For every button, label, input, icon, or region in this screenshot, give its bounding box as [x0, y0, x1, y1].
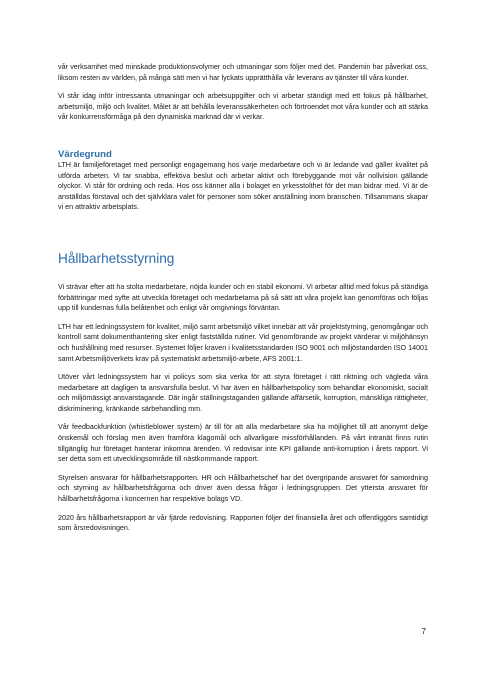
- hallbarhet-paragraph-4: Vår feedbackfunktion (whistleblower system) är till för att alla medarbetare ska ha möjlighet till att anonymt delge önskemål och förslag men även framföra klagomål och allvarligare missförhållanden. På vårt intranät finns rutin tillgänglig hur företaget hanterar inkomna ärenden. Vi redovisar inte KPI gällande anti-korruption i årets rapport. Vi ser detta som ett utvecklingsområde till nästkommande rapport.: [58, 423, 428, 464]
- hallbarhet-paragraph-6: 2020 års hållbarhetsrapport är vår fjärde redovisning. Rapporten följer det finansiella året och offentliggörs samtidigt som årsredovisningen.: [58, 513, 428, 533]
- intro-paragraph-1: vår verksamhet med minskade produktionsvolymer och utmaningar som följer med det. Pandemin har påverkat oss, liksom resten av världen, på många sätt men vi har lyckats upprätthålla vår leverans av tjänster till våra kunder.: [58, 63, 428, 82]
- page-content: [58, 62, 428, 534]
- hallbarhet-paragraph-2: LTH har ett ledningssystem för kvalitet, miljö samt arbetsmiljö vilket innebär att vår projektstyrning, genomgångar och kontroll samt dokumenthantering sker enligt fastställda rutiner. Vid genomförande av projekt värderar vi miljöhänsyn och hushållning med resurser. Systemet följer kraven i kvalitetsstandarden ISO 9001 och miljöstandarden ISO 14001 samt Arbetsmiljöverkets krav på systematiskt arbetsmiljö-arbete, AFS 2001:1.: [58, 322, 428, 363]
- intro-paragraph-2: Vi står idag inför intressanta utmaningar och arbetsuppgifter och vi arbetar ständigt med ett fokus på hållbarhet, arbetsmiljö, miljö och kvalitet. Målet är att behålla leveranssäkerheten och förtroendet mot våra kunder och att stärka vår konkurrensförmåga på den dynamiska marknad där vi verkar.: [58, 92, 428, 122]
- hallbarhet-paragraph-3: Utöver vårt ledningssystem har vi policys som ska verka för att styra företaget i rätt riktning och vägleda våra medarbetare att dagligen ta ansvarsfulla beslut. Vi har även en hållbarhetspolicy som behandlar ekonomiskt, socialt och miljömässigt ansvarstagande. Där ingår ställningstaganden gällande affärsetik, korruption, mänskliga rättigheter, diskriminering, kränkande särbehandling mm.: [58, 373, 428, 413]
- hallbarhet-heading: Hållbarhetsstyrning: [58, 250, 175, 266]
- page-number: 7: [421, 627, 426, 636]
- hallbarhet-paragraph-5: Styrelsen ansvarar för hållbarhetsrapporten. HR och Hållbarhetschef har det övergripande ansvaret för samordning och styrning av hållbarhetsfrågorna och driver även dessa frågor i ledningsgruppen. Det yttersta ansvaret för hållbarhetsfrågorna i koncernen har respektive bolags VD.: [58, 473, 428, 504]
- hallbarhet-paragraph-1: Vi strävar efter att ha stolta medarbetare, nöjda kunder och en stabil ekonomi. Vi arbetar alltid med fokus på ständiga förbättringar med syfte att utveckla företaget och medarbetarna på så sätt att våra projekt kan genomföras och följas upp till kundernas fulla belåtenhet och enligt vår omgivnings förväntan.: [58, 282, 428, 313]
- vardegrund-heading: Värdegrund: [58, 148, 112, 160]
- vardegrund-paragraph: LTH är familjeföretaget med personligt engagemang hos varje medarbetare och vi är ledande vad gäller kvalitet på utförda arbeten. Vi tar snabba, effektiva beslut och arbetar aktivt och förebyggande mot vår nollvision gällande olyckor. Vi står för ordning och reda. Hos oss känner alla i bolaget en yrkesstolthet för det man bidrar med. Vi är de anställdas förstaval och det självklara valet för personer som söker anställning inom branschen. Tillsammans skapar vi en attraktiv arbetsplats.: [58, 160, 428, 212]
